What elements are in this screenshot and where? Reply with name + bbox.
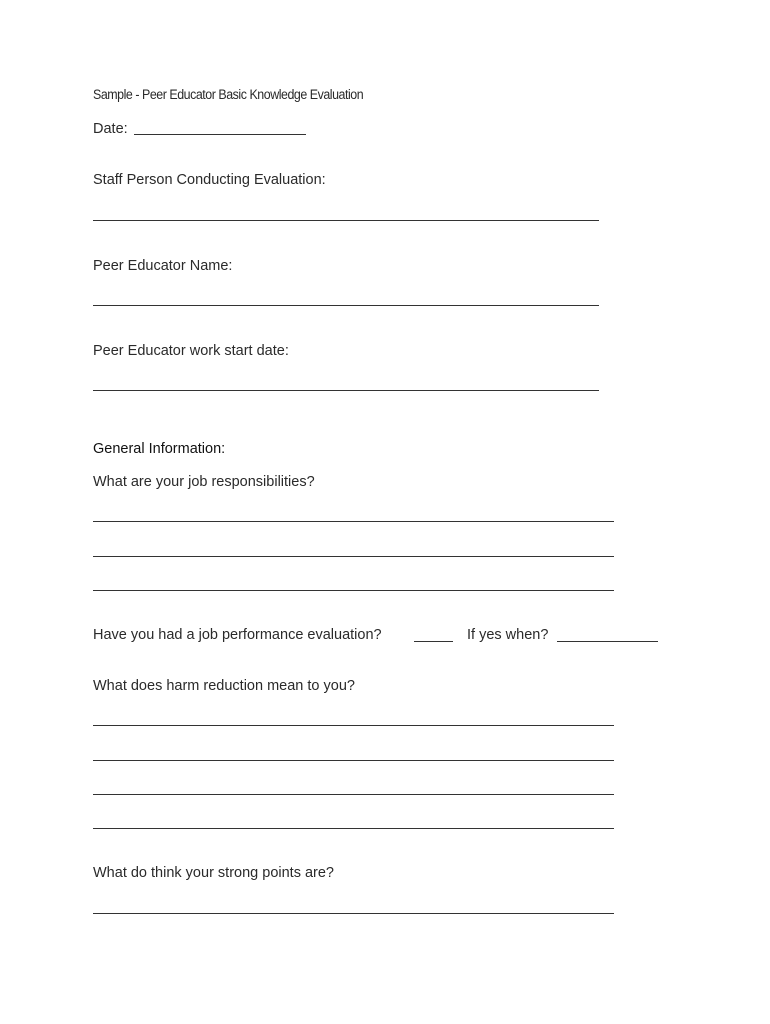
harm-reduction-answer-line-4[interactable] bbox=[93, 828, 614, 829]
staff-field[interactable] bbox=[93, 220, 599, 221]
strong-points-answer-line-1[interactable] bbox=[93, 913, 614, 914]
if-yes-when-field[interactable] bbox=[557, 641, 658, 642]
peer-name-field[interactable] bbox=[93, 305, 599, 306]
harm-reduction-question: What does harm reduction mean to you? bbox=[93, 678, 355, 694]
evaluation-answer-field[interactable] bbox=[414, 641, 453, 642]
if-yes-label: If yes when? bbox=[467, 627, 549, 643]
harm-reduction-answer-line-1[interactable] bbox=[93, 725, 614, 726]
evaluation-question: Have you had a job performance evaluation? bbox=[93, 627, 382, 643]
form-title: Sample - Peer Educator Basic Knowledge Evaluation bbox=[93, 87, 364, 102]
start-date-field[interactable] bbox=[93, 390, 599, 391]
harm-reduction-answer-line-3[interactable] bbox=[93, 794, 614, 795]
responsibilities-answer-line-3[interactable] bbox=[93, 590, 614, 591]
strong-points-question: What do think your strong points are? bbox=[93, 865, 334, 881]
responsibilities-answer-line-2[interactable] bbox=[93, 556, 614, 557]
general-heading: General Information: bbox=[93, 441, 226, 457]
staff-label: Staff Person Conducting Evaluation: bbox=[93, 172, 326, 188]
harm-reduction-answer-line-2[interactable] bbox=[93, 760, 614, 761]
responsibilities-answer-line-1[interactable] bbox=[93, 521, 614, 522]
responsibilities-question: What are your job responsibilities? bbox=[93, 474, 315, 490]
date-field[interactable] bbox=[134, 134, 306, 135]
peer-name-label: Peer Educator Name: bbox=[93, 258, 233, 274]
date-label: Date: bbox=[93, 121, 128, 137]
start-date-label: Peer Educator work start date: bbox=[93, 343, 289, 359]
